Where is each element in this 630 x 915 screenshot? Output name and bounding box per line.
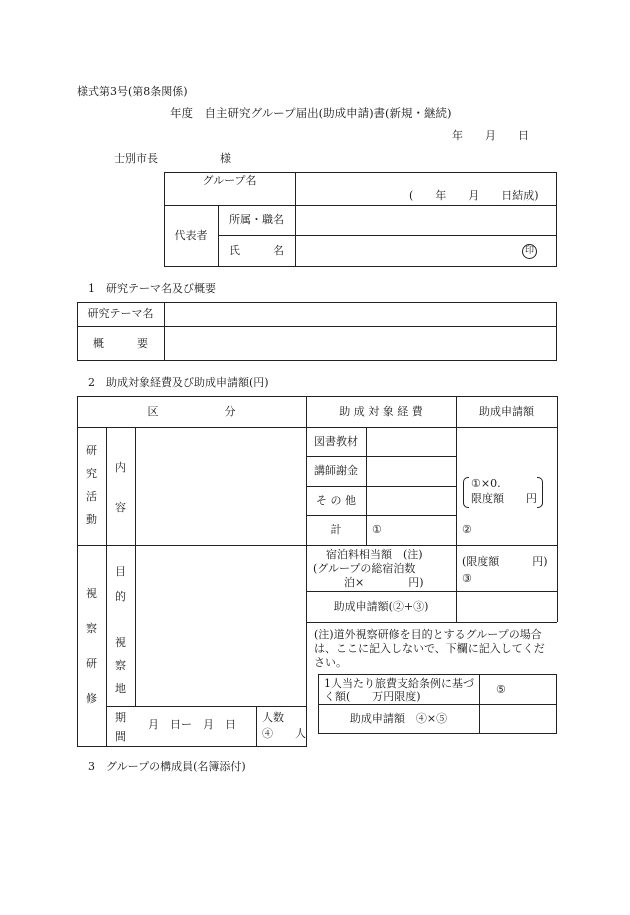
research-activity-label: 研 究 活 動 [86,443,97,526]
addressee: 士別市長 [114,152,158,165]
period-value: 月 日ー 月 日 [148,718,236,731]
purpose-label: 目 的 [115,564,126,603]
section2-heading: 2 助成対象経費及び助成申請額(円) [88,376,269,389]
form-number: 様式第3号(第8条関係) [77,85,188,98]
period-label: 期 間 [115,710,126,743]
honorific: 様 [220,152,231,165]
column-header-expense: 助 成 対 象 経 費 [339,404,423,418]
inspection-training-label: 視 察 研 修 [86,586,97,705]
column-header-request: 助成申請額 [479,404,534,418]
request-sum: 助成申請額(②+③) [333,599,429,613]
expense-other-label: そ の 他 [316,493,356,507]
headcount-label: 人数 [262,711,284,724]
limit-mark: ③ [462,572,472,585]
lodging-line3: 泊× 円) [344,576,424,589]
theme-label: 研究テーマ名 [87,307,154,321]
formula-line2: 限度額 円 [471,492,537,505]
per-person-mark: ⑤ [496,683,506,696]
headcount-value: ④ 人 [262,727,306,740]
group-name-label: グループ名 [202,174,257,188]
representative-label: 代表者 [174,229,208,243]
lodging-line1: 宿泊料相当額 (注) [326,548,423,561]
expense-total-label: 計 [330,523,342,537]
expense-books-label: 図書教材 [314,434,358,448]
total-mark: ① [372,523,382,536]
expense-lecturer-label: 講師謝金 [314,464,358,478]
content-label: 内 容 [115,461,126,514]
formed-date: ( 年 月 日結成) [409,189,539,202]
summary-label: 概 要 [93,336,148,350]
date-line: 年 月 日 [452,129,529,142]
request-mark: ② [462,523,472,536]
affiliation-label: 所属・職名 [229,213,284,227]
note: (注)道外視察研修を目的とするグループの場合は、ここに記入しないで、下欄に記入してください。 [314,628,545,669]
formula-line1: ①×0. [471,477,501,490]
seal-icon: 印 [522,243,537,259]
section1-heading: 1 研究テーマ名及び概要 [88,282,216,295]
section3-heading: 3 グループの構成員(名簿添付) [88,760,246,773]
request-product: 助成申請額 ④×⑤ [349,712,448,726]
name-label: 氏 名 [229,244,284,258]
page-title: 年度 自主研究グループ届出(助成申請)書(新規・継続) [170,106,452,120]
column-header-category: 区 分 [147,404,236,418]
limit-line: (限度額 円) [462,555,548,568]
site-label: 視 察 地 [115,635,126,696]
per-person-amount: 1人当たり旅費支給条例に基づく額( 万円限度) [324,677,474,704]
lodging-line2: (グループの総宿泊数 [313,562,416,575]
